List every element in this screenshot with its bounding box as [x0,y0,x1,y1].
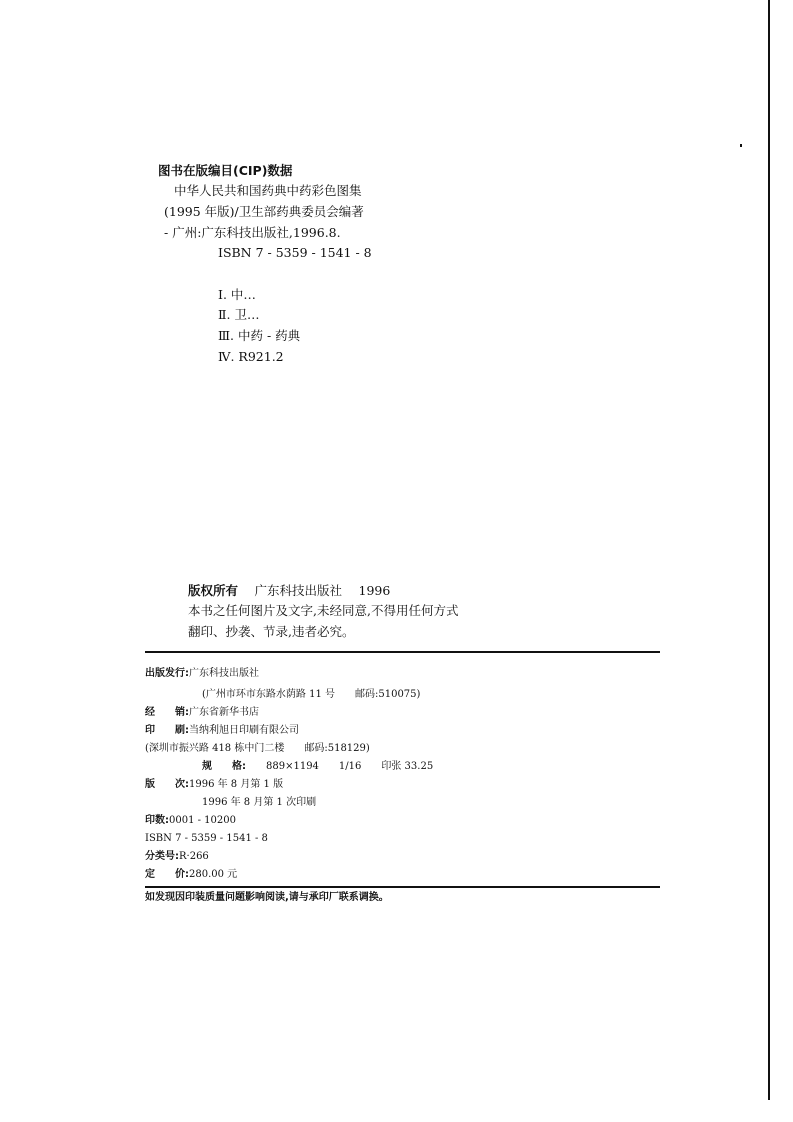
colophon-row [145,852,209,862]
cip-line: (1995 年版)/卫生部药典委员会编著 [164,204,364,219]
copyright-year: 1996 [358,583,391,598]
colophon-row [202,690,420,700]
cip-line: 中华人民共和国药典中药彩色图集 [174,183,362,198]
footer-notice: 如发现因印装质量问题影响阅读,请与承印厂联系调换。 [145,892,389,903]
copyright-label: 版权所有 [188,583,239,598]
divider [145,651,660,653]
cip-subject: Ⅲ. 中药 - 药典 [218,328,301,343]
colophon-label: 印数: [145,815,169,826]
colophon-value: 1996 年 8 月第 1 版 [189,779,284,790]
colophon-row [145,726,299,736]
colophon-label: 版 次: [145,779,189,790]
divider [145,886,660,888]
colophon-value: 广东科技出版社 [189,668,259,679]
copyright-notice: 本书之任何图片及文字,未经同意,不得用任何方式 [188,603,459,618]
colophon-value: 广东省新华书店 [189,707,259,718]
colophon-value: (广州市环市东路水荫路 11 号 邮码:510075) [202,689,421,700]
colophon-row [202,762,433,772]
cip-subject: Ⅳ. R921.2 [218,349,284,364]
colophon-label: 分类号: [145,851,179,862]
colophon-value: R·266 [179,851,209,862]
colophon-row [145,870,237,880]
colophon-row [202,798,316,808]
scan-speck [740,144,742,147]
colophon-label: 出版发行: [145,668,189,679]
colophon-row [145,708,259,718]
colophon-value: 0001 - 10200 [169,815,236,826]
colophon-label: 印 刷: [145,725,189,736]
colophon-label: 经 销: [145,707,189,718]
colophon-row [145,816,236,826]
cip-line: - 广州:广东科技出版社,1996.8. [164,225,341,240]
cip-subject: Ⅰ. 中… [218,287,256,302]
colophon-row [145,744,370,754]
cip-heading: 图书在版编目(CIP)数据 [158,163,293,178]
cip-subject: Ⅱ. 卫… [218,307,260,322]
colophon-label: 定 价: [145,869,189,880]
copyright-line [188,585,390,598]
colophon-label: 规 格: [202,761,246,772]
colophon-value: 当纳利旭日印刷有限公司 [189,725,299,736]
colophon-value: ISBN 7 - 5359 - 1541 - 8 [145,833,268,844]
colophon-value: (深圳市振兴路 418 栋中门二楼 邮码:518129) [145,743,370,754]
colophon-value: 280.00 元 [189,869,238,880]
colophon-row [145,834,268,844]
copyright-notice: 翻印、抄袭、节录,违者必究。 [188,624,355,639]
colophon-value: 1996 年 8 月第 1 次印刷 [202,797,317,808]
copyright-holder: 广东科技出版社 [254,583,343,598]
colophon-row [145,669,259,679]
colophon-value: 889×1194 1/16 印张 33.25 [246,761,434,772]
colophon-row [145,780,283,790]
cip-isbn: ISBN 7 - 5359 - 1541 - 8 [218,245,372,260]
page-edge-line [768,0,770,1100]
